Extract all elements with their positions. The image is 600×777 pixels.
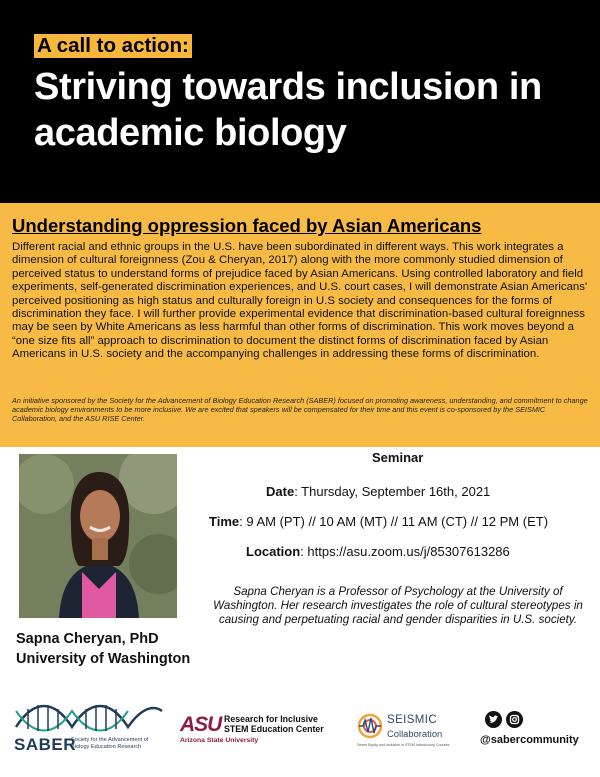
time-label: Time [209,514,240,529]
seismic-subtitle: Collaboration [387,728,443,739]
page-title: Striving towards inclusion in academic biology [34,66,542,154]
seismic-tagline: Sweet Equity and Inclusion in STEM Introductory Courses [357,743,450,747]
footer-logos [0,695,600,777]
date-value: : Thursday, September 16th, 2021 [294,484,491,499]
location-link[interactable]: : https://asu.zoom.us/j/85307613286 [300,544,510,559]
event-time [209,514,548,530]
saber-logo [14,697,164,767]
saber-subtitle: Society for the Advancement of Biology Education Research [71,737,149,750]
saber-wordmark: SABER [14,735,77,754]
asu-university: Arizona State University [180,737,259,744]
event-date [266,484,490,500]
event-type: Seminar [372,450,424,465]
speaker-affiliation: University of Washington [16,651,191,667]
talk-section [0,203,600,447]
header-band [0,0,600,203]
date-label: Date [266,484,295,499]
instagram-icon[interactable] [506,711,523,728]
seismic-name: SEISMIC [387,714,438,726]
seismic-logo [357,709,467,759]
speaker-photo [19,454,177,618]
asu-center-title: Research for Inclusive STEM Education Center [224,714,324,734]
speaker-name: Sapna Cheryan, PhD [16,631,159,647]
speaker-portrait-illustration [19,454,177,618]
event-location [246,544,510,560]
speaker-bio: Sapna Cheryan is a Professor of Psychology at the University of Washington. Her research investigates the role of cultural stereotypes in causing and perpetuating racial and gender disparities in U.S. society. [213,585,583,627]
social-handle[interactable]: @sabercommunity [480,734,579,746]
kicker-label: A call to action: [34,34,192,58]
seismic-wave-icon [357,711,383,741]
twitter-icon[interactable] [485,711,502,728]
saber-dna-icon [14,697,164,735]
sponsor-note: An initiative sponsored by the Society for the Advancement of Biology Education Research (SABER) focused on promoting awareness, understanding, and commitment to change academic biology environments to be more inclusive. We are excited that speakers will be compensated for their time and this event is co-sponsored by the SEISMIC Collaboration, and the ASU RISE Center. [12,396,588,423]
asu-mark: ASU [180,713,222,736]
social-links [480,711,590,751]
talk-heading: Understanding oppression faced by Asian Americans [12,215,482,236]
time-value: : 9 AM (PT) // 10 AM (MT) // 11 AM (CT) // 12 PM (ET) [239,514,549,529]
location-label: Location [246,544,301,559]
talk-abstract: Different racial and ethnic groups in the U.S. have been subordinated in different ways. This work integrates a dimension of cultural foreignness (Zou & Cheryan, 2017) along with the more commonly studied dimension of perceived status to understand forms of prejudice faced by Asian Americans. Using controlled laboratory and field experiments, self-generated discrimination experiences, and U.S. court cases, I will demonstrate Asian Americans' perceived positioning as high status and culturally foreign in U.S society and consequences for the forms of discrimination they face. I will further provide experimental evidence that discrimination-based cultural foreignness may be seen by White Americans as less harmful than other forms of discrimination. This work moves beyond a “one size fits all” approach to discrimination to document the distinct forms of discrimination faced by Asian Americans in U.S. society and the accompanying challenges in addressing these forms of discrimination. [12,241,588,361]
asu-rise-logo [180,713,350,753]
